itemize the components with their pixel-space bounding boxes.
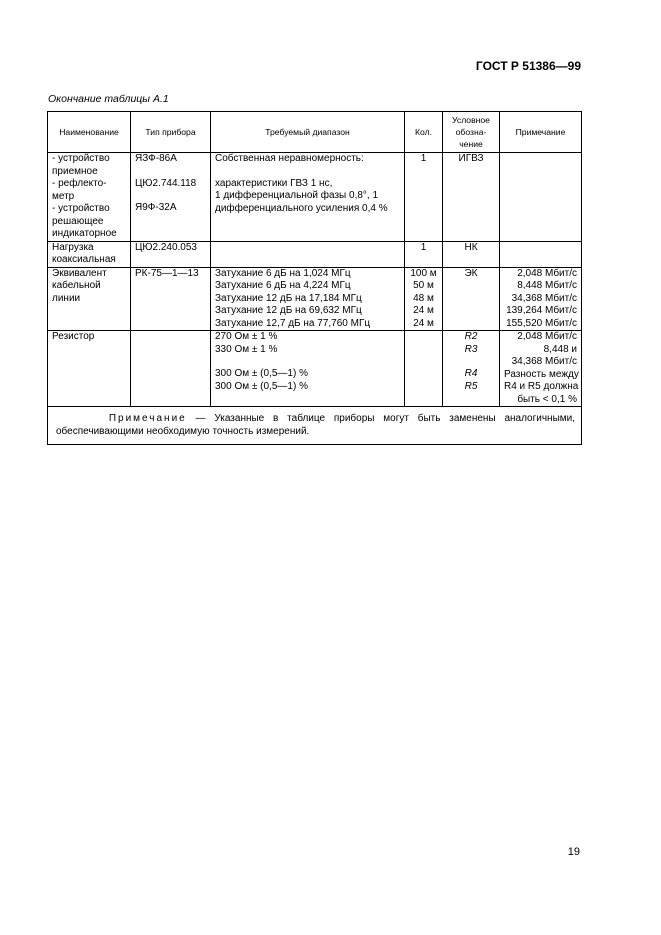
cell-text: Эквивалент (52, 267, 107, 279)
cell-text: 270 Ом ± 1 % (215, 331, 278, 342)
cell-text: характеристики ГВЗ 1 нс, (215, 177, 333, 189)
cell-text: R3 (464, 343, 478, 355)
cell-text: Затухание 12 дБ на 69,632 МГц (215, 305, 362, 316)
cell-text: дифференциального усиления 0,4 % (215, 202, 388, 214)
cell-text: метр (52, 190, 75, 202)
cell-designation (443, 267, 500, 331)
cell-note (500, 267, 582, 331)
cell-text: линии (52, 292, 81, 304)
cell-type (131, 241, 211, 267)
cell-text: 24 м (413, 305, 434, 316)
cell-text: Затухание 6 дБ на 1,024 МГц (215, 267, 351, 279)
cell-note (500, 153, 582, 242)
cell-text: РК-75—1—13 (135, 267, 199, 279)
cell-text: Собственная неравномерность: (215, 153, 364, 164)
cell-designation (443, 331, 500, 407)
cell-type (131, 267, 211, 331)
cell-text: индикаторное (52, 228, 117, 239)
table-footnote (48, 407, 582, 445)
cell-text: 300 Ом ± (0,5—1) % (215, 380, 308, 392)
cell-text: 24 м (413, 317, 434, 329)
cell-text: Резистор (52, 331, 95, 342)
cell-text: 2,048 Мбит/с (517, 267, 577, 279)
cell-text: 50 м (413, 280, 434, 291)
cell-designation (443, 153, 500, 242)
col-header-designation-line: обозна- (455, 127, 487, 137)
cell-note (500, 241, 582, 267)
cell-text: ИГВЗ (458, 153, 484, 164)
cell-text: ЯЗФ-86А (135, 153, 177, 164)
cell-qty (405, 153, 443, 242)
cell-text: быть < 0,1 % (517, 393, 577, 405)
cell-text: Я9Ф-32А (135, 202, 177, 213)
cell-text: 139,264 Мбит/с (506, 305, 577, 316)
cell-range (211, 331, 405, 407)
cell-text: 300 Ом ± (0,5—1) % (215, 368, 308, 379)
cell-name (48, 153, 131, 242)
page-number: 19 (567, 846, 580, 858)
cell-text: - рефлекто- (52, 178, 107, 189)
table-caption: Окончание таблицы А.1 (48, 93, 169, 105)
col-header-designation-line: чение (459, 139, 483, 149)
col-header-name: Наименование (48, 112, 131, 153)
cell-name (48, 331, 131, 407)
cell-range (211, 153, 405, 242)
cell-text: Затухание 12 дБ на 17,184 МГц (215, 292, 362, 304)
cell-text: R5 (464, 380, 478, 392)
cell-text: 1 дифференциальной фазы 0,8°, 1 (215, 190, 379, 201)
col-header-designation-line: Условное (452, 115, 490, 125)
cell-text: - устройство (52, 153, 110, 164)
table-row (48, 267, 582, 331)
equipment-table (47, 111, 582, 445)
col-header-designation (443, 112, 500, 153)
cell-text: Затухание 6 дБ на 4,224 МГц (215, 280, 351, 291)
cell-text: R4 (464, 368, 478, 379)
cell-range (211, 241, 405, 267)
cell-text: 34,368 Мбит/с (511, 292, 577, 304)
cell-text: Затухание 12,7 дБ на 77,760 МГц (215, 317, 371, 329)
col-header-note: Примечание (500, 112, 582, 153)
document-standard-header: ГОСТ Р 51386—99 (475, 59, 581, 73)
cell-text: 100 м (410, 267, 437, 279)
cell-note (500, 331, 582, 407)
cell-text: 34,368 Мбит/с (511, 356, 577, 367)
footnote-label: Примечание (108, 413, 187, 424)
cell-text: НК (464, 241, 478, 253)
cell-qty (405, 331, 443, 407)
footnote-text: — Указанные в таблице приборы могут быть заменены аналогичными, обеспечивающими необходимую точность измерений. (56, 413, 575, 437)
table-footnote-row (48, 407, 582, 445)
cell-text: Разность между (504, 368, 579, 380)
cell-text: приемное (52, 165, 98, 177)
cell-text: 330 Ом ± 1 % (215, 343, 278, 355)
table-row (48, 331, 582, 407)
cell-range (211, 267, 405, 331)
cell-text: ЦЮ2.744.118 (135, 177, 197, 189)
cell-text: 1 (420, 153, 427, 164)
cell-text: 8,448 Мбит/с (517, 280, 577, 291)
cell-type (131, 153, 211, 242)
cell-text: R2 (464, 331, 478, 342)
cell-text: 155,520 Мбит/с (506, 317, 577, 329)
cell-text: Нагрузка (52, 241, 94, 253)
col-header-range: Требуемый диапазон (211, 112, 405, 153)
cell-text: 48 м (413, 292, 434, 304)
cell-designation (443, 241, 500, 267)
cell-name (48, 241, 131, 267)
cell-text: 1 (420, 241, 427, 253)
table-row (48, 153, 582, 242)
cell-text: 2,048 Мбит/с (517, 331, 577, 342)
col-header-type: Тип прибора (131, 112, 211, 153)
cell-qty (405, 267, 443, 331)
cell-text: кабельной (52, 280, 101, 291)
table-row (48, 241, 582, 267)
cell-text: - устройство (52, 203, 110, 214)
cell-name (48, 267, 131, 331)
cell-text: решающее (52, 215, 104, 227)
col-header-qty: Кол. (405, 112, 443, 153)
cell-text: 8,448 и (543, 343, 577, 355)
table-header-row (48, 112, 582, 153)
cell-type (131, 331, 211, 407)
cell-text: ЭК (464, 267, 478, 279)
cell-text: ЦЮ2.240.053 (135, 241, 197, 253)
cell-qty (405, 241, 443, 267)
cell-text: R4 и R5 должна (504, 381, 579, 392)
cell-text: коаксиальная (52, 254, 116, 265)
